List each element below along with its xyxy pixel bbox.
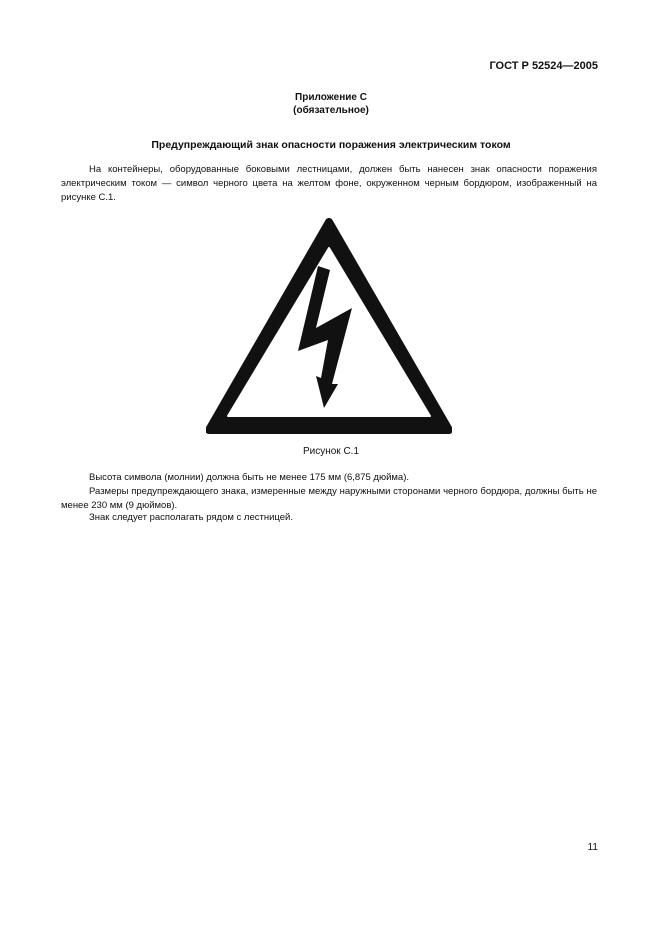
paragraph-sign-size: Размеры предупреждающего знака, измеренные между наружными сторонами черного бордюра, должны быть не менее 230 мм (9 дюймов).	[61, 486, 597, 511]
annex-title: Приложение С	[295, 92, 367, 103]
page-number: 11	[587, 842, 598, 853]
section-title: Предупреждающий знак опасности поражения электрическим током	[151, 139, 511, 151]
annex-heading	[0, 91, 662, 117]
electric-hazard-warning-icon	[206, 218, 452, 436]
figure-caption: Рисунок С.1	[302, 446, 360, 457]
annex-status: (обязательное)	[293, 105, 369, 116]
paragraph-intro: На контейнеры, оборудованные боковыми лестницами, должен быть нанесен знак опасности поражения электрическим током — символ черного цвета на желтом фоне, окруженном черным бордюром, изображенный на рисунке С.1.	[61, 164, 597, 203]
paragraph-symbol-height: Высота символа (молнии) должна быть не менее 175 мм (6,875 дюйма).	[89, 472, 409, 483]
document-standard-number: ГОСТ Р 52524—2005	[489, 60, 598, 72]
paragraph-sign-placement: Знак следует располагать рядом с лестницей.	[89, 512, 293, 523]
